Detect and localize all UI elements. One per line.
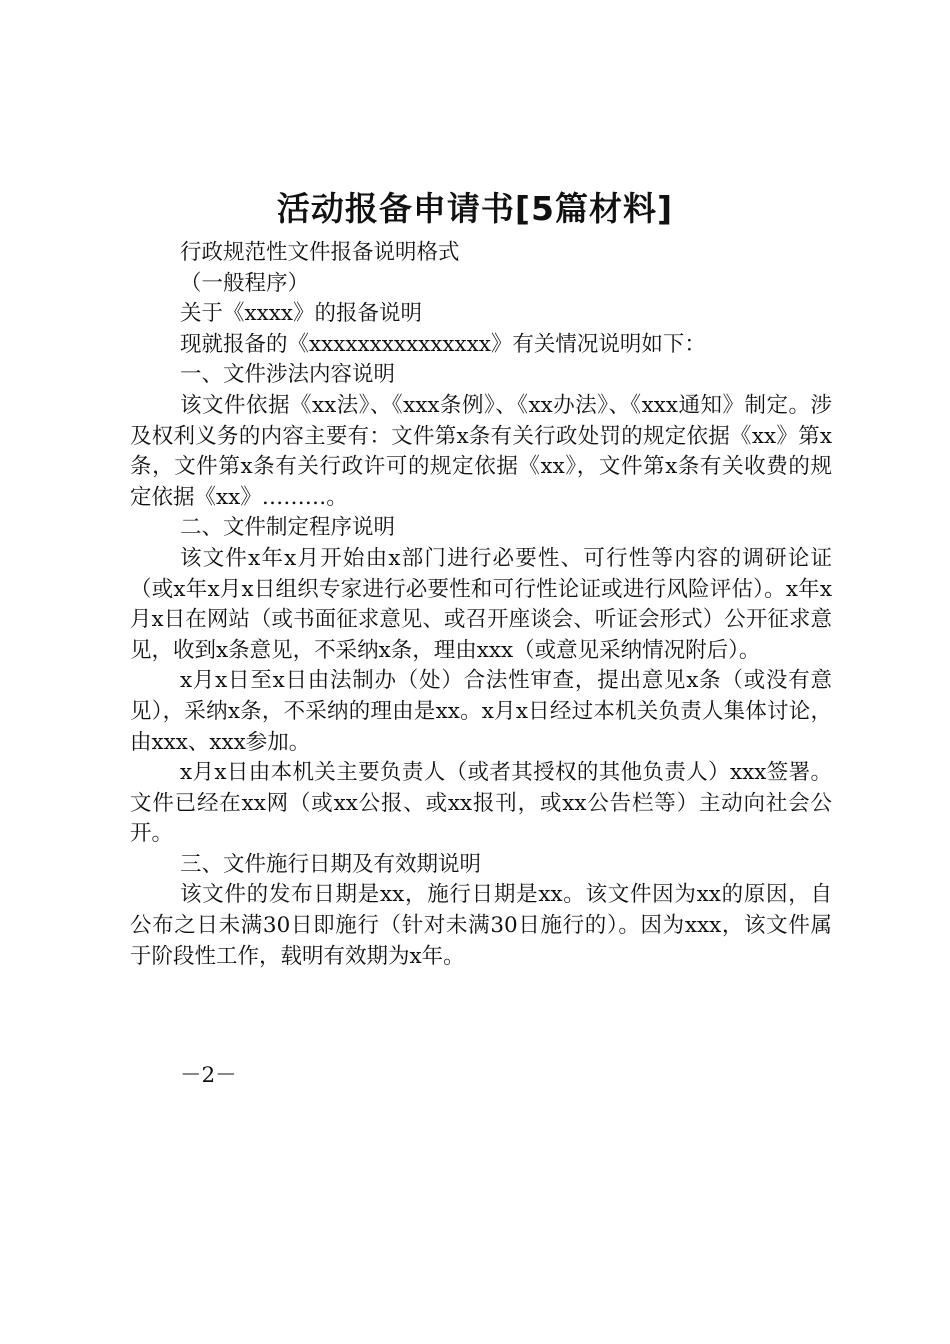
paragraph-format-heading: 行政规范性文件报备说明格式 bbox=[180, 240, 460, 265]
section-heading-legal-content: 一、文件涉法内容说明 bbox=[180, 362, 396, 388]
paragraph-signing: x月x日由本机关主要负责人（或者其授权的其他负责人）xxx签署。文件已经在xx网（或xx公报、或xx报刊，或xx公告栏等）主动向社会公开。 bbox=[130, 760, 832, 847]
paragraph-review: x月x日至x日由法制办（处）合法性审查，提出意见x条（或没有意见），采纳x条，不采纳的理由是xx。x月x日经过本机关负责人集体讨论，由xxx、xxx参加。 bbox=[130, 668, 832, 755]
section-heading-procedure: 二、文件制定程序说明 bbox=[180, 515, 396, 541]
paragraph-procedure-type: （一般程序） bbox=[180, 270, 310, 296]
paragraph-intro: 现就报备的《xxxxxxxxxxxxxxx》有关情况说明如下： bbox=[180, 331, 706, 357]
paragraph-legal-basis: 该文件依据《xx法》、《xxx条例》、《xx办法》、《xxx通知》制定。涉及权利义务的内容主要有：文件第x条有关行政处罚的规定依据《xx》第x条，文件第x条有关行政许可的规定依据《xx》，文件第x条有关收费的规定依据《xx》………。 bbox=[130, 392, 832, 510]
paragraph-effective-date: 该文件的发布日期是xx，施行日期是xx。该文件因为xx的原因，自公布之日未满30日即施行（针对未满30日施行的）。因为xxx，该文件属于阶段性工作，载明有效期为x年。 bbox=[130, 882, 832, 969]
page-number: －2－ bbox=[180, 1063, 237, 1088]
document-body bbox=[130, 238, 832, 972]
paragraph-explanation-title: 关于《xxxx》的报备说明 bbox=[180, 301, 423, 327]
paragraph-research: 该文件x年x月开始由x部门进行必要性、可行性等内容的调研论证（或x年x月x日组织专家进行必要性和可行性论证或进行风险评估）。x年x月x日在网站（或书面征求意见、或召开座谈会、听证会形式）公开征求意见，收到x条意见，不采纳x条，理由xxx（或意见采纳情况附后）。 bbox=[130, 545, 832, 663]
document-title: 活动报备申请书[5篇材料] bbox=[276, 189, 674, 228]
section-heading-effective-date: 三、文件施行日期及有效期说明 bbox=[180, 851, 482, 877]
